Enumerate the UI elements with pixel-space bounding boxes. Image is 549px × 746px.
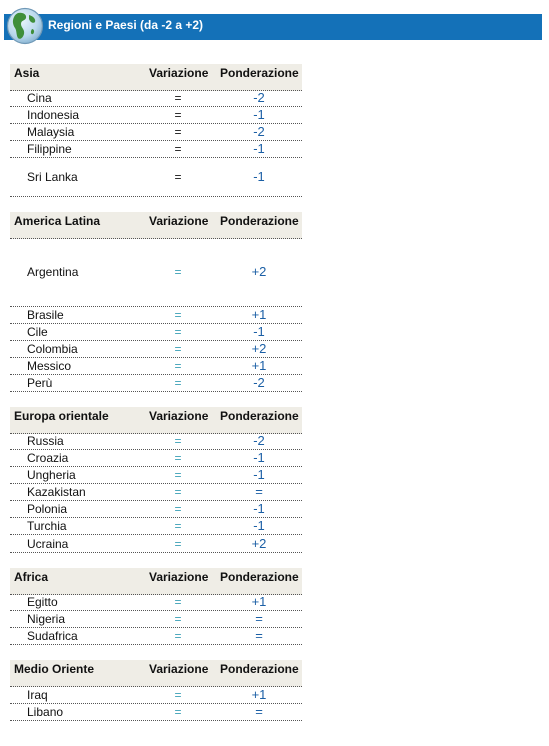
region-name: Asia: [14, 66, 40, 80]
table-row: [10, 307, 302, 324]
country-name: Brasile: [27, 308, 64, 322]
section-header: [10, 660, 302, 687]
variation-value: =: [174, 434, 182, 448]
country-name: Colombia: [27, 342, 78, 356]
weighting-value: -1: [253, 169, 265, 184]
country-name: Argentina: [27, 265, 79, 279]
country-name: Egitto: [27, 595, 58, 609]
variation-value: =: [174, 342, 182, 356]
region-name: Africa: [14, 570, 49, 584]
region-name: Europa orientale: [14, 409, 109, 423]
weighting-value: -2: [253, 124, 265, 139]
variation-value: =: [174, 612, 182, 626]
table-row: [10, 141, 302, 158]
section-header: [10, 212, 302, 239]
weighting-value: -2: [253, 433, 265, 448]
table-row: [10, 158, 302, 197]
variation-value: =: [174, 108, 182, 122]
column-weighting: Ponderazione: [220, 214, 299, 228]
weighting-value: +1: [251, 594, 267, 609]
weighting-value: +2: [251, 536, 267, 551]
country-name: Malaysia: [27, 125, 75, 139]
table-row: [10, 467, 302, 484]
column-variation: Variazione: [149, 409, 209, 423]
variation-value: =: [174, 142, 182, 156]
variation-value: =: [174, 502, 182, 516]
weighting-value: -1: [253, 141, 265, 156]
variation-value: =: [174, 125, 182, 139]
table-row: [10, 358, 302, 375]
table-row: [10, 433, 302, 450]
weighting-value: +1: [251, 358, 267, 373]
variation-value: =: [174, 308, 182, 322]
section-header: [10, 568, 302, 595]
column-variation: Variazione: [149, 570, 209, 584]
variation-value: =: [174, 688, 182, 702]
country-name: Filippine: [27, 142, 72, 156]
country-name: Kazakistan: [27, 485, 86, 499]
table-row: [10, 535, 302, 553]
weighting-value: -1: [253, 324, 265, 339]
region-name: America Latina: [14, 214, 101, 228]
country-name: Croazia: [27, 451, 69, 465]
table-row: [10, 90, 302, 107]
table-row: [10, 628, 302, 645]
country-name: Iraq: [27, 688, 48, 702]
section-header: [10, 64, 302, 91]
weighting-value: +2: [251, 264, 267, 279]
column-variation: Variazione: [149, 66, 209, 80]
country-name: Turchia: [27, 519, 67, 533]
table-row: [10, 107, 302, 124]
table-row: [10, 239, 302, 307]
table-row: [10, 594, 302, 611]
column-weighting: Ponderazione: [220, 570, 299, 584]
column-variation: Variazione: [149, 662, 209, 676]
variation-value: =: [174, 451, 182, 465]
weighting-value: -1: [253, 107, 265, 122]
weighting-value: -2: [253, 375, 265, 390]
region-name: Medio Oriente: [14, 662, 95, 676]
variation-value: =: [174, 485, 182, 499]
country-name: Libano: [27, 705, 64, 719]
table-row: [10, 450, 302, 467]
table-row: [10, 611, 302, 628]
variation-value: =: [174, 91, 182, 105]
column-variation: Variazione: [149, 214, 209, 228]
table-row: [10, 501, 302, 518]
country-name: Sri Lanka: [27, 170, 78, 184]
table-row: [10, 686, 302, 704]
country-name: Sudafrica: [27, 629, 78, 643]
table-row: [10, 375, 302, 392]
variation-value: =: [174, 265, 182, 279]
globe-icon: [6, 7, 44, 45]
table-row: [10, 518, 302, 535]
variation-value: =: [174, 376, 182, 390]
column-weighting: Ponderazione: [220, 409, 299, 423]
title-banner: [4, 14, 542, 40]
section-header: [10, 407, 302, 434]
variation-value: =: [174, 705, 182, 719]
variation-value: =: [174, 519, 182, 533]
table-row: [10, 341, 302, 358]
table-row: [10, 484, 302, 501]
variation-value: =: [174, 170, 182, 184]
column-weighting: Ponderazione: [220, 662, 299, 676]
variation-value: =: [174, 359, 182, 373]
country-name: Ungheria: [27, 468, 76, 482]
country-name: Cile: [27, 325, 48, 339]
country-name: Perù: [27, 376, 53, 390]
table-row: [10, 124, 302, 141]
variation-value: =: [174, 537, 182, 551]
weighting-value: +1: [251, 307, 267, 322]
country-name: Nigeria: [27, 612, 66, 626]
weighting-value: -1: [253, 467, 265, 482]
variation-value: =: [174, 595, 182, 609]
weighting-value: -1: [253, 501, 265, 516]
column-weighting: Ponderazione: [220, 66, 299, 80]
weighting-value: +2: [251, 341, 267, 356]
weighting-value: -2: [253, 90, 265, 105]
table-row: [10, 704, 302, 721]
weighting-value: =: [255, 611, 263, 626]
country-name: Ucraina: [27, 537, 69, 551]
weighting-value: -1: [253, 450, 265, 465]
variation-value: =: [174, 629, 182, 643]
weighting-value: +1: [251, 687, 267, 702]
country-name: Cina: [27, 91, 52, 105]
variation-value: =: [174, 325, 182, 339]
page-title: Regioni e Paesi (da -2 a +2): [48, 18, 204, 32]
variation-value: =: [174, 468, 182, 482]
weighting-value: =: [255, 484, 263, 499]
country-name: Messico: [27, 359, 72, 373]
weighting-value: =: [255, 628, 263, 643]
country-name: Indonesia: [27, 108, 80, 122]
country-name: Polonia: [27, 502, 68, 516]
table-row: [10, 324, 302, 341]
country-name: Russia: [27, 434, 64, 448]
weighting-value: -1: [253, 518, 265, 533]
weighting-value: =: [255, 704, 263, 719]
